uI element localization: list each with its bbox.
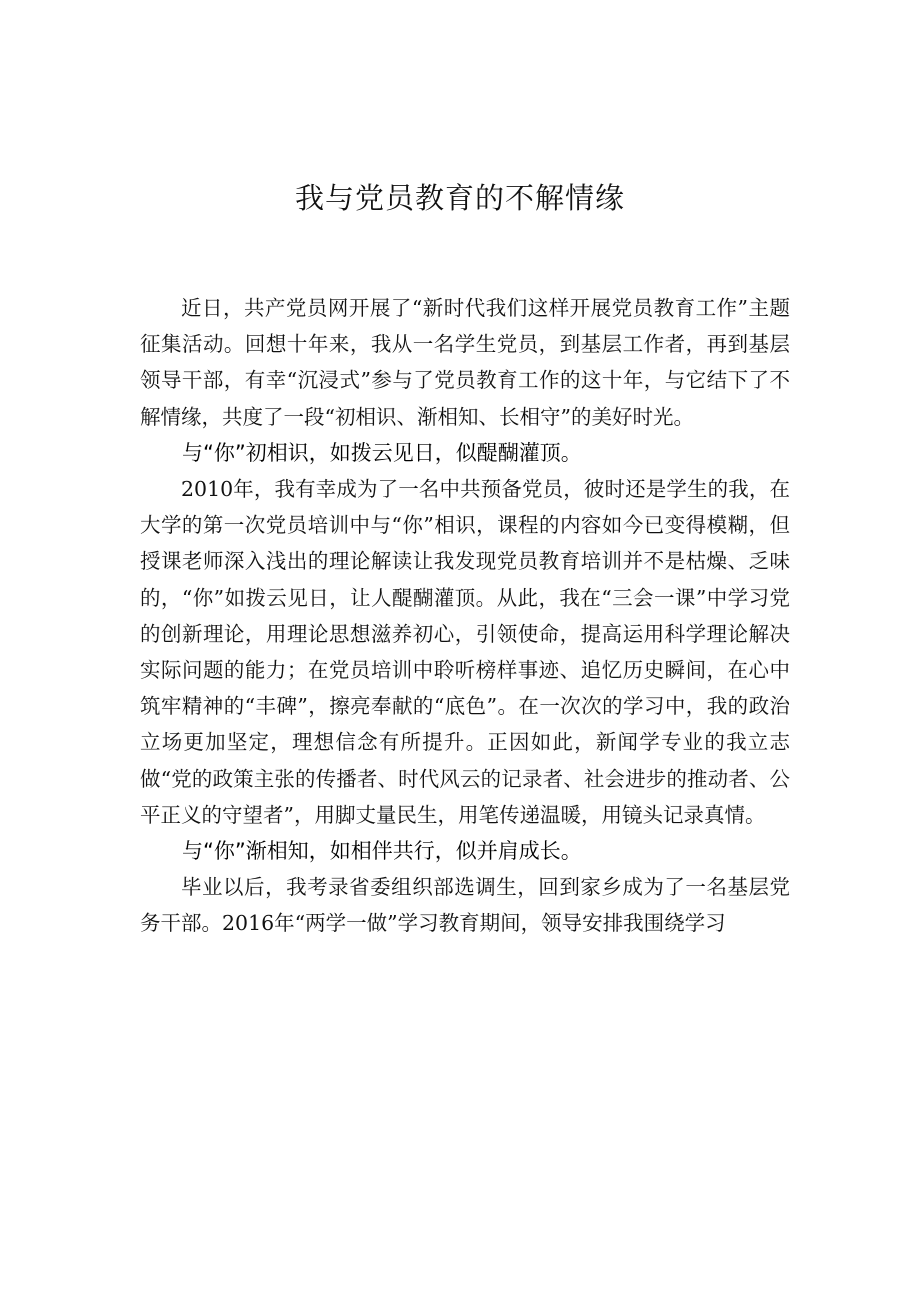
- document-title: 我与党员教育的不解情缘: [294, 181, 625, 215]
- paragraph-intro: 近日，共产党员网开展了“新时代我们这样开展党员教育工作”主题征集活动。回想十年来，我从一名学生党员，到基层工作者，再到基层领导干部，有幸“沉浸式”参与了党员教育工作的这十年，与它结下了不解情缘，共度了一段“初相识、渐相知、长相守”的美好时光。: [140, 296, 790, 429]
- section-heading-first-meeting: 与“你”初相识，如拨云见日，似醍醐灌顶。: [182, 440, 582, 465]
- document-body: [140, 290, 790, 942]
- paragraph-2010: 2010年，我有幸成为了一名中共预备党员，彼时还是学生的我，在大学的第一次党员培训中与“你”相识，课程的内容如今已变得模糊，但授课老师深入浅出的理论解读让我发现党员教育培训并不是枯燥、乏味的，“你”如拨云见日，让人醍醐灌顶。从此，我在“三会一课”中学习党的创新理论，用理论思想滋养初心，引领使命，提高运用科学理论解决实际问题的能力；在党员培训中聆听榜样事迹、追忆历史瞬间，在心中筑牢精神的“丰碑”，擦亮奉献的“底色”。在一次次的学习中，我的政治立场更加坚定，理想信念有所提升。正因如此，新闻学专业的我立志做“党的政策主张的传播者、时代风云的记录者、社会进步的推动者、公平正义的守望者”，用脚丈量民生，用笔传递温暖，用镜头记录真情。: [140, 477, 790, 827]
- section-heading-getting-to-know: 与“你”渐相知，如相伴共行，似并肩成长。: [182, 839, 582, 864]
- paragraph-after-graduation: 毕业以后，我考录省委组织部选调生，回到家乡成为了一名基层党务干部。2016年“两学一做”学习教育期间，领导安排我围绕学习: [140, 875, 790, 936]
